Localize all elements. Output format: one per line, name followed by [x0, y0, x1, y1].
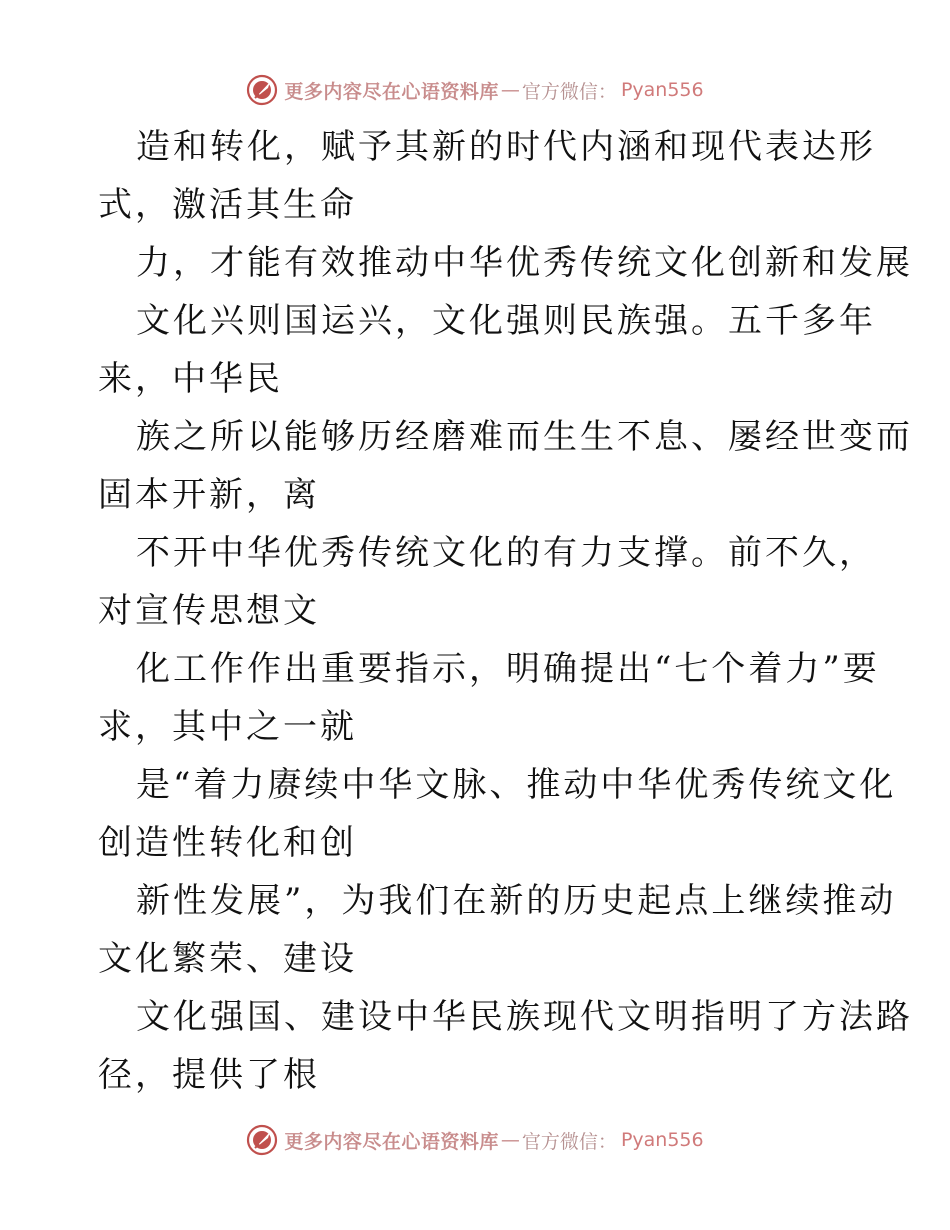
header-banner: [0, 70, 950, 110]
banner-separator: —: [500, 1129, 520, 1151]
text-line: 文化强国、建设中华民族现代文明指明了方法路: [136, 997, 913, 1037]
text-line: 创造性转化和创: [98, 823, 357, 863]
text-line: 来，中华民: [98, 359, 283, 399]
text-line: 式，激活其生命: [98, 185, 357, 225]
text-line: 对宣传思想文: [98, 591, 320, 631]
text-line: 力，才能有效推动中华优秀传统文化创新和发展: [136, 243, 913, 283]
banner-text: 更多内容尽在心语资料库: [284, 1130, 499, 1153]
text-line: 径，提供了根: [98, 1055, 320, 1095]
banner-text: 更多内容尽在心语资料库: [284, 80, 499, 103]
text-line: 求，其中之一就: [98, 707, 357, 747]
text-line: 是“着力赓续中华文脉、推动中华优秀传统文化: [136, 765, 897, 805]
feather-pen-logo-icon: [246, 74, 278, 106]
banner-sub: 官方微信：: [521, 80, 617, 103]
text-line: 族之所以能够历经磨难而生生不息、屡经世变而: [136, 417, 913, 457]
text-line: 新性发展”，为我们在新的历史起点上继续推动: [136, 881, 897, 921]
banner-wechat-id: Pyan556: [620, 1129, 704, 1151]
text-line: 造和转化，赋予其新的时代内涵和现代表达形: [136, 127, 876, 167]
text-line: 不开中华优秀传统文化的有力支撑。前不久，: [136, 533, 876, 573]
footer-banner: [0, 1120, 950, 1160]
feather-pen-logo-icon: [246, 1124, 278, 1156]
text-line: 文化繁荣、建设: [98, 939, 357, 979]
banner-wechat-id: Pyan556: [620, 79, 704, 101]
text-line: 固本开新，离: [98, 475, 320, 515]
banner-separator: —: [500, 79, 520, 101]
banner-sub: 官方微信：: [521, 1130, 617, 1153]
text-line: 化工作作出重要指示，明确提出“七个着力”要: [136, 649, 880, 689]
text-line: 文化兴则国运兴，文化强则民族强。五千多年: [136, 301, 876, 341]
